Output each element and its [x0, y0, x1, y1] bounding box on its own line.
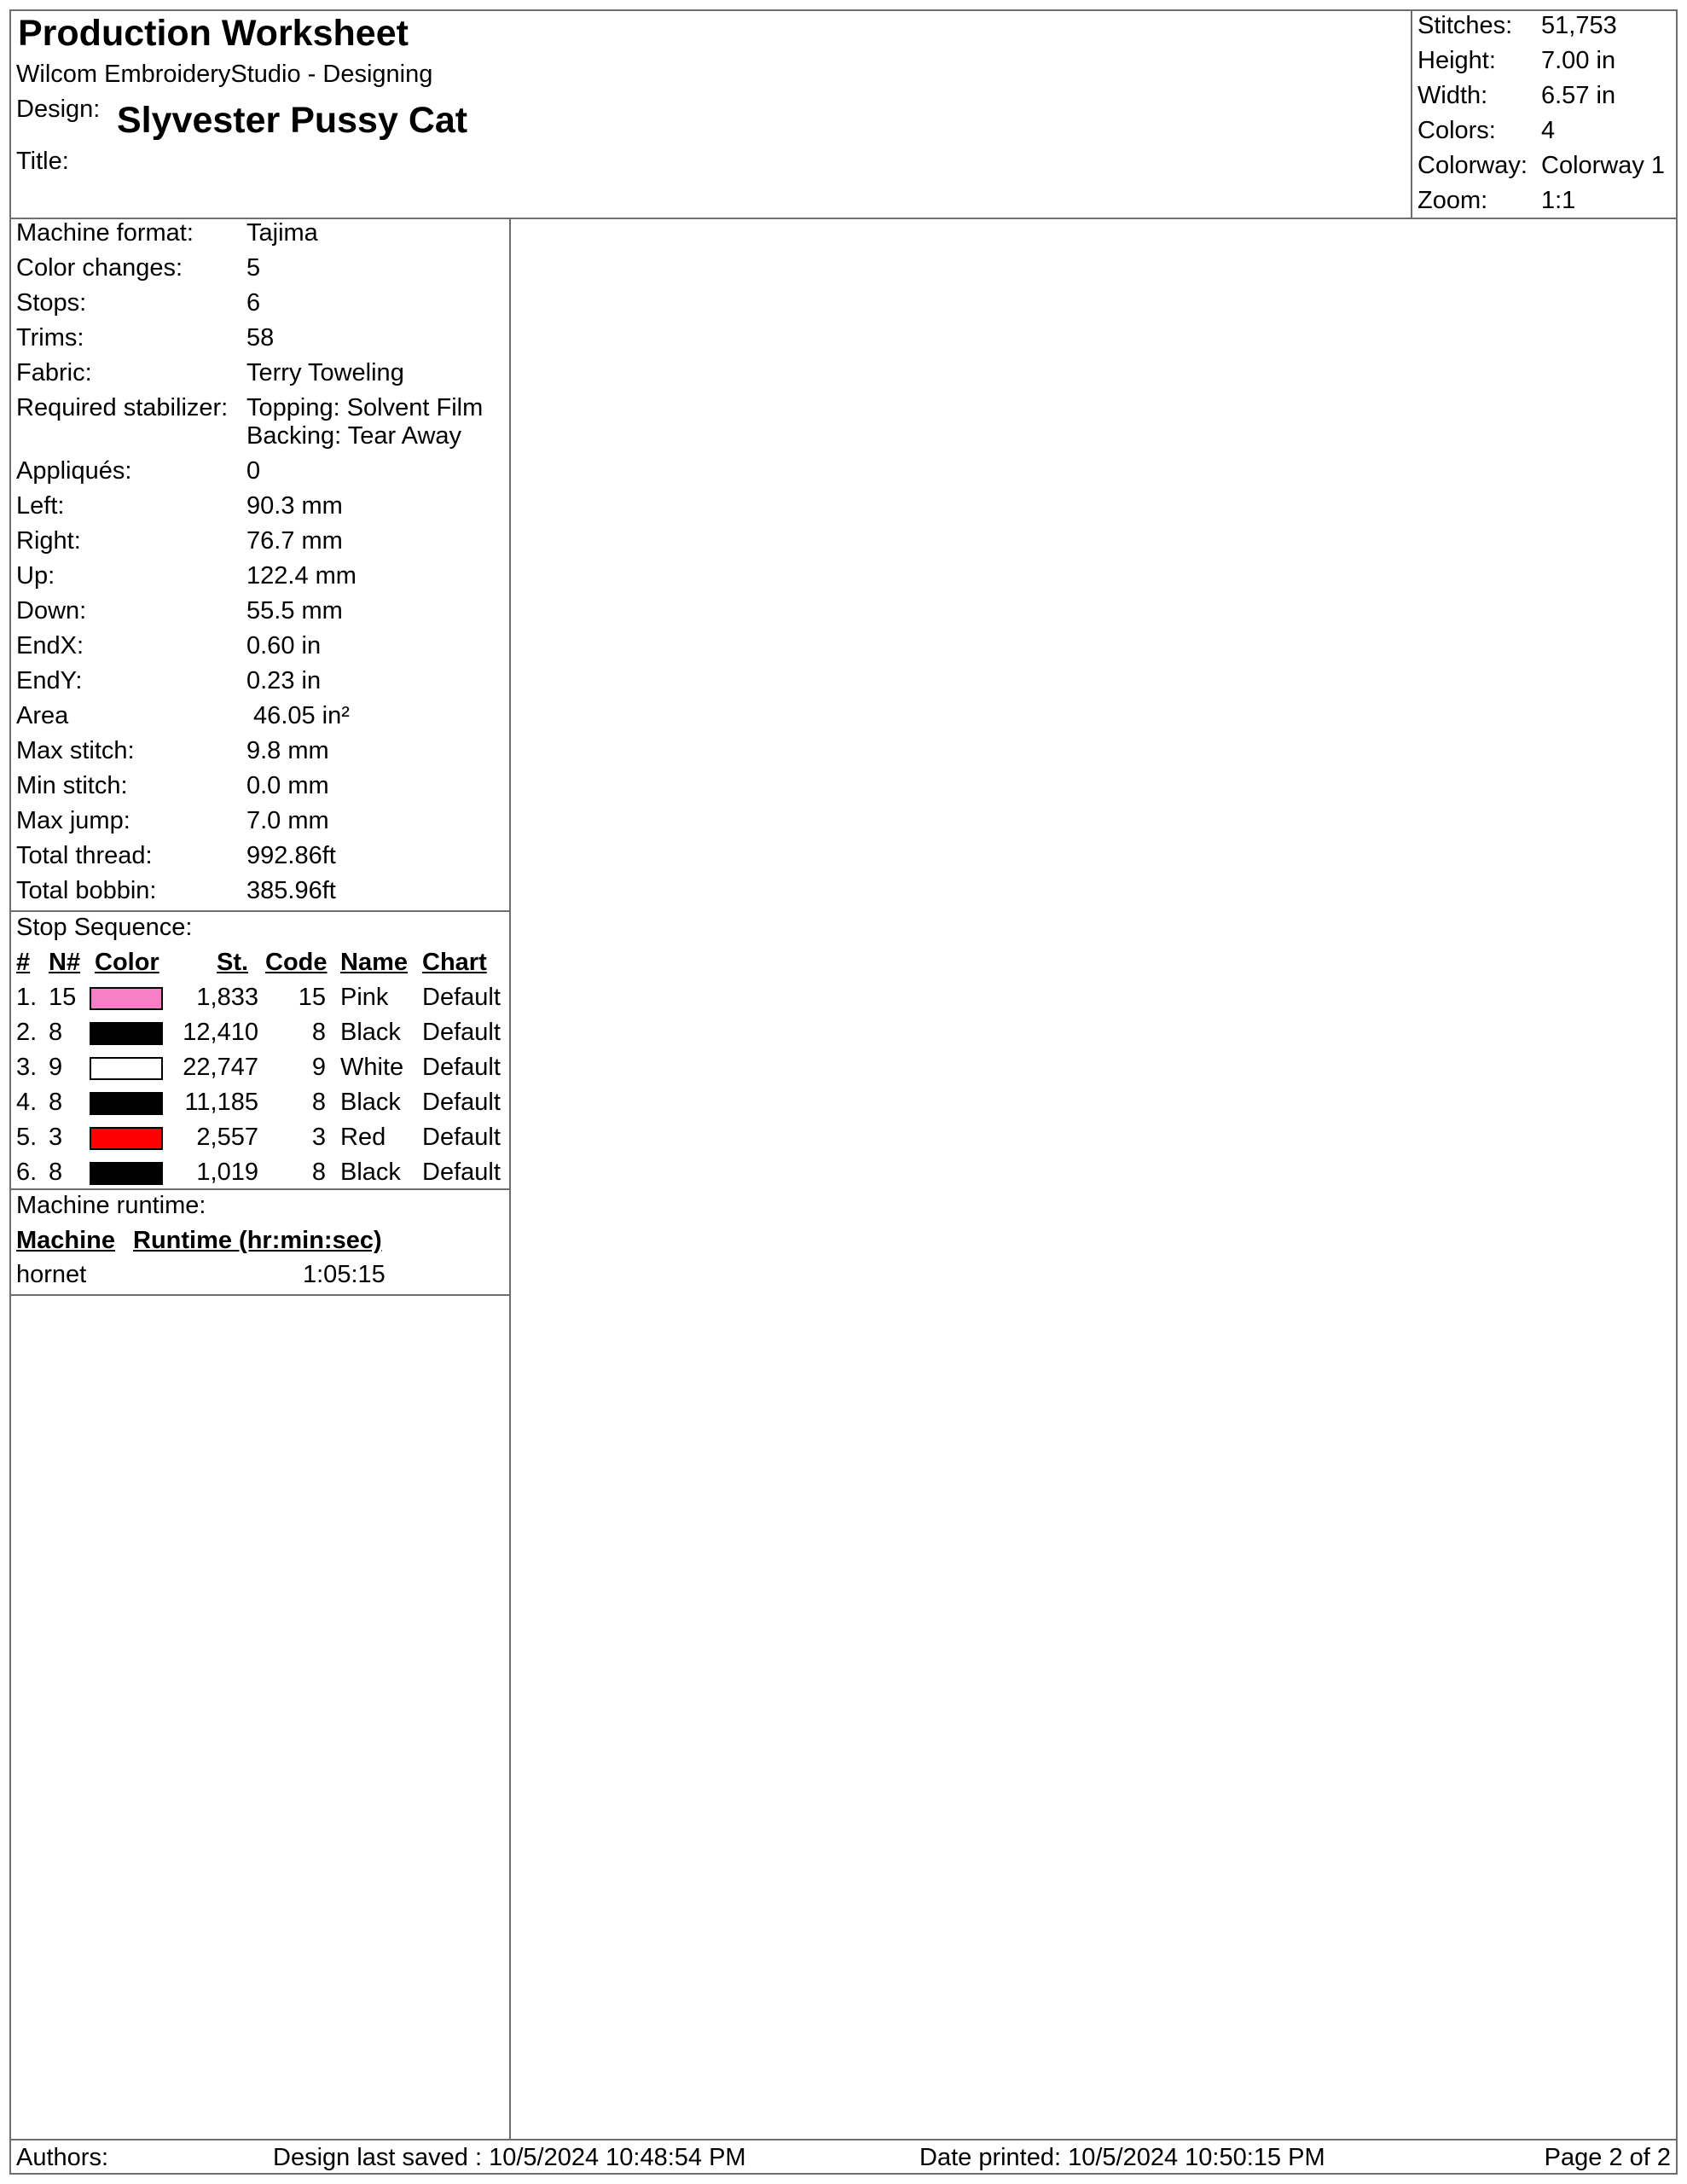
- divider: [9, 910, 509, 912]
- info-label: Appliqués:: [16, 457, 132, 485]
- info-label: Trims:: [16, 324, 84, 351]
- info-label: EndY:: [16, 667, 83, 694]
- seq-stitches: 2,557: [196, 1124, 258, 1151]
- stat-value: 7.00 in: [1541, 47, 1616, 74]
- seq-code: 8: [311, 1019, 326, 1046]
- seq-chart: Default: [422, 1019, 501, 1046]
- seq-name: White: [340, 1054, 404, 1081]
- seq-stitches: 1,019: [196, 1159, 258, 1186]
- seq-stitches: 11,185: [184, 1089, 258, 1116]
- info-value: 9.8 mm: [246, 737, 329, 764]
- seq-color-swatch: [90, 1022, 163, 1045]
- info-label: Max jump:: [16, 807, 130, 834]
- stats-box: [1411, 9, 1678, 218]
- seq-chart: Default: [422, 1159, 501, 1186]
- header-chart: Chart: [422, 949, 487, 976]
- seq-name: Black: [340, 1159, 401, 1186]
- seq-name: Pink: [340, 984, 389, 1011]
- info-value: 46.05 in²: [246, 702, 350, 729]
- stat-label: Width:: [1417, 82, 1488, 109]
- stat-label: Colorway:: [1417, 152, 1528, 179]
- seq-code: 3: [311, 1124, 326, 1151]
- info-value: 76.7 mm: [246, 527, 343, 555]
- page-title: Production Worksheet: [18, 13, 409, 54]
- seq-needle: 15: [49, 984, 77, 1011]
- seq-num: 1.: [16, 984, 38, 1011]
- footer-date-printed: Date printed: 10/5/2024 10:50:15 PM: [919, 2144, 1325, 2171]
- seq-code: 9: [311, 1054, 326, 1081]
- seq-needle: 8: [49, 1089, 63, 1116]
- info-label: Color changes:: [16, 254, 183, 282]
- seq-color-swatch: [90, 1162, 163, 1185]
- seq-name: Black: [340, 1019, 401, 1046]
- design-name: Slyvester Pussy Cat: [117, 100, 468, 141]
- header-code: Code: [265, 949, 328, 976]
- stat-value: Colorway 1: [1541, 152, 1666, 179]
- seq-stitches: 12,410: [183, 1019, 258, 1046]
- info-value: 5: [246, 254, 261, 282]
- stat-label: Colors:: [1417, 117, 1496, 144]
- app-subtitle: Wilcom EmbroideryStudio - Designing: [16, 61, 433, 88]
- details-column: [9, 219, 511, 2139]
- seq-code: 8: [311, 1089, 326, 1116]
- info-label: Min stitch:: [16, 772, 128, 799]
- info-label: Total bobbin:: [16, 877, 157, 904]
- stat-label: Zoom:: [1417, 187, 1488, 214]
- info-label: Fabric:: [16, 359, 92, 386]
- seq-num: 2.: [16, 1019, 38, 1046]
- info-label: Machine format:: [16, 219, 194, 247]
- footer: [9, 2139, 1678, 2175]
- seq-num: 3.: [16, 1054, 38, 1081]
- footer-last-saved: Design last saved : 10/5/2024 10:48:54 PM: [273, 2144, 746, 2171]
- info-value: 122.4 mm: [246, 562, 357, 590]
- seq-color-swatch: [90, 1092, 163, 1115]
- info-value: 992.86ft: [246, 842, 336, 869]
- seq-stitches: 1,833: [196, 984, 258, 1011]
- info-value: 0: [246, 457, 261, 485]
- divider: [9, 1294, 509, 1296]
- info-label: Down:: [16, 597, 87, 624]
- stat-value: 51,753: [1541, 12, 1617, 39]
- header-machine: Machine: [16, 1227, 116, 1254]
- seq-chart: Default: [422, 1089, 501, 1116]
- info-value: 6: [246, 289, 261, 317]
- seq-needle: 8: [49, 1019, 63, 1046]
- header-runtime: Runtime (hr:min:sec): [133, 1227, 382, 1254]
- seq-chart: Default: [422, 1054, 501, 1081]
- stat-label: Height:: [1417, 47, 1496, 74]
- seq-needle: 8: [49, 1159, 63, 1186]
- stat-value: 4: [1541, 117, 1556, 144]
- header-color: Color: [95, 949, 159, 976]
- stat-value: 1:1: [1541, 187, 1576, 214]
- seq-code: 8: [311, 1159, 326, 1186]
- stat-value: 6.57 in: [1541, 82, 1616, 109]
- runtime-value: 1:05:15: [303, 1261, 386, 1288]
- info-value: 0.23 in: [246, 667, 322, 694]
- info-label: Total thread:: [16, 842, 153, 869]
- seq-chart: Default: [422, 984, 501, 1011]
- seq-chart: Default: [422, 1124, 501, 1151]
- runtime-machine-name: hornet: [16, 1261, 87, 1288]
- info-label: Max stitch:: [16, 737, 135, 764]
- seq-color-swatch: [90, 1127, 163, 1150]
- info-value: 385.96ft: [246, 877, 336, 904]
- footer-page-number: Page 2 of 2: [1544, 2144, 1671, 2171]
- seq-color-swatch: [90, 1057, 163, 1080]
- info-label: Required stabilizer:: [16, 394, 229, 421]
- header-name: Name: [340, 949, 408, 976]
- seq-num: 5.: [16, 1124, 38, 1151]
- seq-needle: 9: [49, 1054, 63, 1081]
- stat-label: Stitches:: [1417, 12, 1513, 39]
- info-label: Left:: [16, 492, 65, 520]
- seq-name: Red: [340, 1124, 386, 1151]
- info-label: Stops:: [16, 289, 87, 317]
- design-label: Design:: [16, 96, 101, 123]
- info-label: Right:: [16, 527, 81, 555]
- title-label: Title:: [16, 148, 69, 175]
- seq-code: 15: [298, 984, 326, 1011]
- info-value: 58: [246, 324, 275, 351]
- seq-stitches: 22,747: [183, 1054, 258, 1081]
- header: [9, 9, 1678, 219]
- footer-authors: Authors:: [16, 2144, 108, 2171]
- info-value: Terry Toweling: [246, 359, 404, 386]
- info-value: 0.60 in: [246, 632, 322, 659]
- stop-sequence-title: Stop Sequence:: [16, 914, 193, 941]
- info-value: 7.0 mm: [246, 807, 329, 834]
- info-label: EndX:: [16, 632, 84, 659]
- info-label: Area: [16, 702, 69, 729]
- info-value: 0.0 mm: [246, 772, 329, 799]
- info-value: Topping: Solvent Film: [246, 394, 484, 421]
- info-label: Up:: [16, 562, 55, 590]
- divider: [9, 1188, 509, 1190]
- seq-color-swatch: [90, 987, 163, 1010]
- seq-num: 6.: [16, 1159, 38, 1186]
- info-value: 55.5 mm: [246, 597, 343, 624]
- seq-needle: 3: [49, 1124, 63, 1151]
- info-value: 90.3 mm: [246, 492, 343, 520]
- seq-name: Black: [340, 1089, 401, 1116]
- header-needle: N#: [49, 949, 81, 976]
- header-num: #: [16, 949, 31, 976]
- info-value-second-line: Backing: Tear Away: [246, 422, 462, 450]
- header-stitches: St.: [217, 949, 249, 976]
- seq-num: 4.: [16, 1089, 38, 1116]
- machine-runtime-title: Machine runtime:: [16, 1192, 206, 1219]
- info-value: Tajima: [246, 219, 318, 247]
